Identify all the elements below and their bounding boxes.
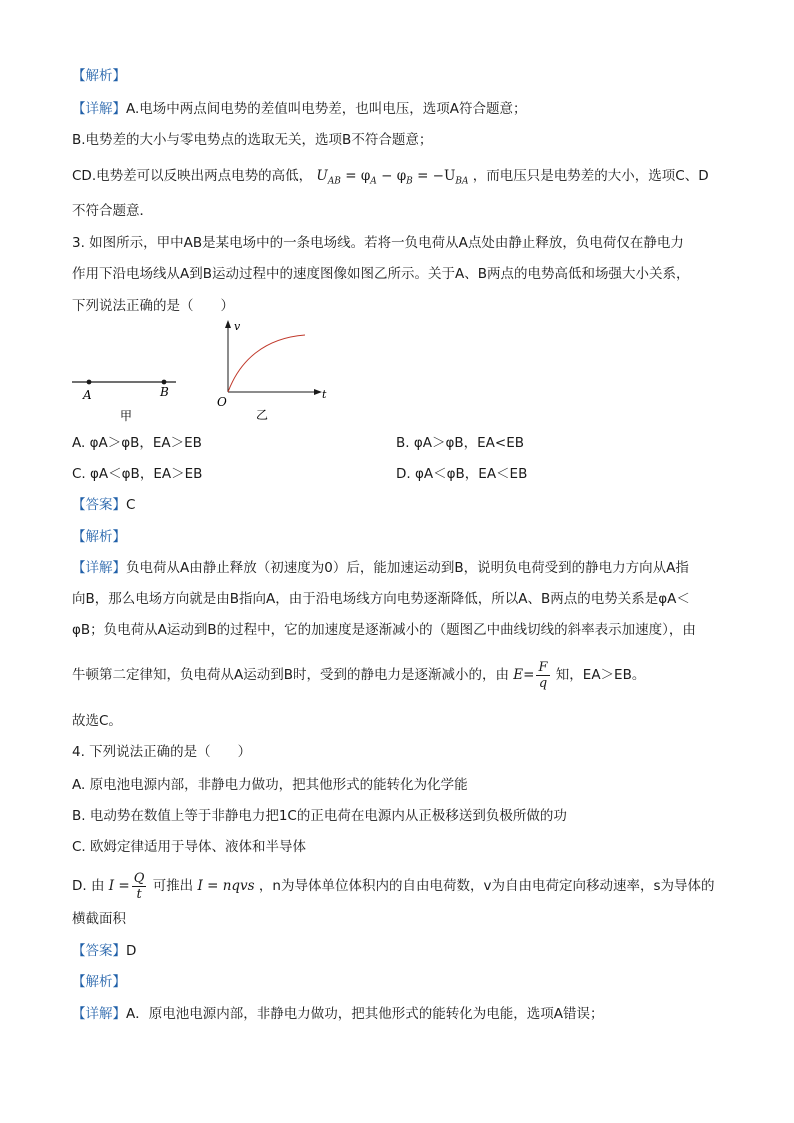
q4-option-b: B. 电动势在数值上等于非静电力把1C的正电荷在电源内从正极移送到负极所做的功 — [72, 808, 567, 824]
detail-line-end: 不符合题意． — [72, 203, 153, 219]
q3-explain-4: 牛顿第二定律知，负电荷从A运动到B时，受到的静电力是逐渐减小的，由 E= $\frac{F}{q}$ 知，EA＞EB。 — [72, 660, 646, 691]
q3-stem-3: 下列说法正确的是（ ） — [72, 298, 234, 314]
point-a-dot — [87, 380, 92, 385]
v-axis-arrow — [225, 320, 231, 328]
q4-option-c: C. 欧姆定律适用于导体、液体和半导体 — [72, 839, 307, 855]
detail-cd-text-1: CD.电势差可以反映出两点电势的高低， — [72, 168, 313, 184]
q3-conclusion: 故选C。 — [72, 713, 122, 729]
detail-line — [72, 99, 734, 119]
point-b-label: B — [160, 385, 169, 399]
q3-option-a: A. φA＞φB，EA＞EB — [72, 435, 202, 451]
q3-answer — [72, 495, 734, 515]
q3-figure — [60, 318, 360, 428]
detail-line-cd — [72, 166, 734, 192]
t-axis-arrow — [314, 389, 322, 395]
figure-jia-label: 甲 — [120, 409, 133, 423]
origin-label: O — [217, 395, 227, 409]
answer-tag: 【答案】 — [72, 497, 126, 513]
velocity-curve — [228, 335, 305, 392]
q3-option-d: D. φA＜φB，EA＜EB — [396, 466, 528, 482]
q3-analysis-tag: 【解析】 — [72, 529, 126, 545]
current-definition-formula: I = $\frac{Q}{t}$ — [108, 871, 145, 902]
q3-explain-1: 【详解】负电荷从A由静止释放（初速度为0）后，能加速运动到B，说明负电荷受到的静电力方向从A指 — [72, 560, 689, 576]
point-b-dot — [162, 380, 167, 385]
q4-option-d-cont: 横截面积 — [72, 911, 126, 927]
figure-yi-label: 乙 — [256, 408, 269, 422]
q3-option-b: B. φA＞φB，EA<EB — [396, 435, 525, 451]
q4-option-a: A. 原电池电源内部，非静电力做功，把其他形式的能转化为化学能 — [72, 777, 468, 793]
q3-stem-2: 作用下沿电场线从A到B运动过程中的速度图像如图乙所示。关于A、B两点的电势高低和场强大小关系， — [72, 266, 690, 282]
q4-answer — [72, 941, 734, 961]
q4-analysis-tag: 【解析】 — [72, 974, 126, 990]
q3-detail-tag: 【详解】 — [72, 560, 126, 576]
q4-answer-value: D — [126, 943, 137, 959]
detail-line-b: B.电势差的大小与零电势点的选取无关，选项B不符合题意； — [72, 132, 433, 148]
t-axis-label: t — [322, 388, 327, 401]
field-strength-formula: E= $\frac{F}{q}$ — [513, 660, 548, 691]
q4-stem: 4. 下列说法正确的是（ ） — [72, 744, 252, 760]
detail-cd-text-2: ，而电压只是电势差的大小，选项C、D — [472, 168, 709, 184]
detail-tag: 【详解】 — [72, 101, 126, 117]
v-axis-label: v — [234, 320, 241, 333]
q3-option-c: C. φA＜φB，EA＞EB — [72, 466, 203, 482]
point-a-label: A — [83, 388, 92, 402]
q3-stem-1: 3. 如图所示，甲中AB是某电场中的一条电场线。若将一负电荷从A点处由静止释放，负电荷仅在静电力 — [72, 235, 684, 251]
q4-answer-tag: 【答案】 — [72, 943, 126, 959]
analysis-tag: 【解析】 — [72, 68, 126, 84]
q3-explain-3: φB；负电荷从A运动到B的过程中，它的加速度是逐渐减小的（题图乙中曲线切线的斜率表示加速度），由 — [72, 622, 696, 638]
potential-difference-formula: $U_{AB} = \varphi_A - \varphi_B = -U_{BA}$ — [316, 168, 469, 187]
q4-option-d: D. 由 I = $\frac{Q}{t}$ 可推出 I = nqvs ，n为导体单位体积内的自由电荷数，v为自由电荷定向移动速率，s为导体的 — [72, 871, 715, 902]
current-micro-formula: I = nqvs — [197, 878, 255, 894]
detail-text: A.电场中两点间电势的差值叫电势差，也叫电压，选项A符合题意； — [126, 101, 527, 117]
q4-detail-tag: 【详解】 — [72, 1006, 126, 1022]
q3-explain-2: 向B，那么电场方向就是由B指向A，由于沿电场线方向电势逐渐降低，所以A、B两点的电势关系是φA＜ — [72, 591, 690, 607]
q4-explain-1: 【详解】A．原电池电源内部，非静电力做功，把其他形式的能转化为电能，选项A错误； — [72, 1006, 604, 1022]
q3-answer-value: C — [126, 497, 136, 513]
